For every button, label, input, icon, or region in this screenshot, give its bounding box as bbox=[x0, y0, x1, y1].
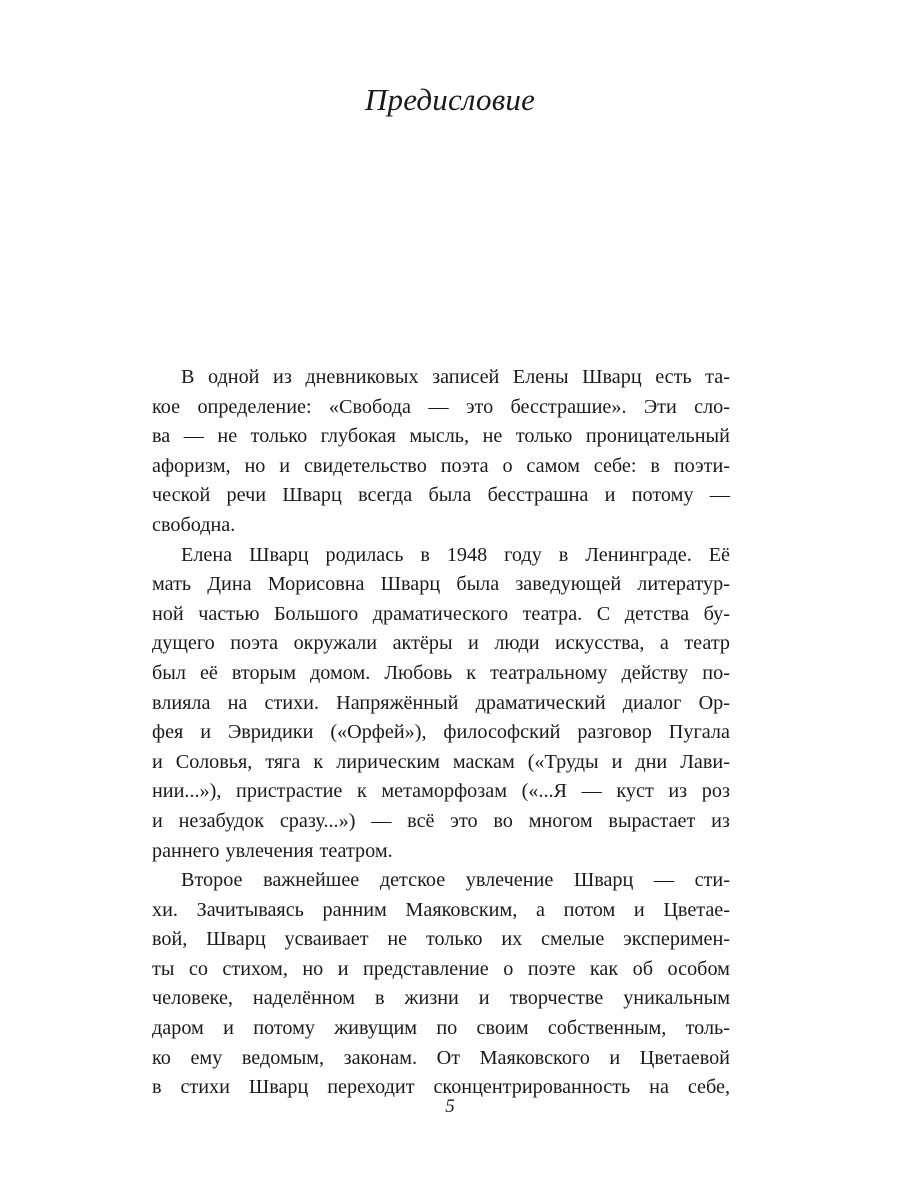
text-line: в стихи Шварц переходит сконцентрированность на себе, bbox=[152, 1076, 730, 1099]
text-line: дущего поэта окружали актёры и люди искусства, а театр bbox=[152, 632, 730, 655]
text-line: и незабудок сразу...») — всё это во многом вырастает из bbox=[152, 809, 730, 832]
text-line: Второе важнейшее детское увлечение Шварц — сти- bbox=[181, 869, 730, 892]
text-line: ко ему ведомым, законам. От Маяковского и Цветаевой bbox=[152, 1046, 730, 1069]
text-line: ной частью Большого драматического театра. С детства бу- bbox=[152, 602, 730, 625]
text-line: фея и Эвридики («Орфей»), философский разговор Пугала bbox=[152, 721, 730, 744]
text-line: нии...»), пристрастие к метаморфозам («...Я — куст из роз bbox=[152, 780, 730, 803]
text-line: ты со стихом, но и представление о поэте как об особом bbox=[152, 957, 730, 980]
text-line: свободна. bbox=[152, 513, 236, 536]
chapter-title: Предисловие bbox=[364, 82, 536, 117]
text-line: хи. Зачитываясь ранним Маяковским, а потом и Цветае- bbox=[152, 898, 730, 921]
text-line: афоризм, но и свидетельство поэта о самом себе: в поэти- bbox=[152, 454, 730, 477]
text-line: был её вторым домом. Любовь к театральному действу по- bbox=[152, 661, 730, 684]
page-number: 5 bbox=[445, 1096, 455, 1117]
text-line: влияла на стихи. Напряжённый драматический диалог Ор- bbox=[152, 691, 730, 714]
text-line: и Соловья, тяга к лирическим маскам («Труды и дни Лави- bbox=[152, 750, 730, 773]
body-text bbox=[152, 363, 730, 1103]
text-line: человеке, наделённом в жизни и творчестве уникальным bbox=[152, 987, 730, 1010]
text-line: мать Дина Морисовна Шварц была заведующей литератур- bbox=[152, 573, 730, 596]
text-line: кое определение: «Свобода — это бесстрашие». Эти сло- bbox=[152, 395, 730, 418]
text-line: даром и потому живущим по своим собственным, толь- bbox=[152, 1017, 730, 1040]
text-line: ческой речи Шварц всегда была бесстрашна и потому — bbox=[152, 484, 730, 507]
text-line: раннего увлечения театром. bbox=[152, 839, 393, 862]
text-line: вой, Шварц усваивает не только их смелые эксперимен- bbox=[152, 928, 730, 951]
text-line: В одной из дневниковых записей Елены Шварц есть та- bbox=[181, 366, 730, 388]
text-line: Елена Шварц родилась в 1948 году в Ленинграде. Её bbox=[181, 543, 730, 566]
text-line: ва — не только глубокая мысль, не только проницательный bbox=[152, 425, 730, 448]
